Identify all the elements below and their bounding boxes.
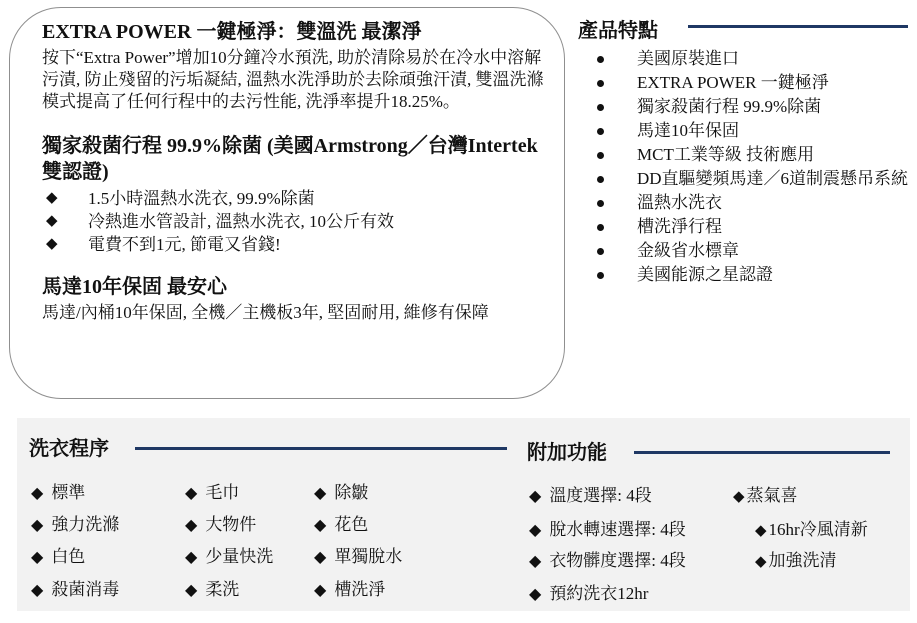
dot-bullet-icon [597, 152, 604, 159]
extra-item: ◆ 衣物髒度選擇: 4段 [529, 551, 686, 570]
program-item: ◆ 強力洗滌 [31, 515, 120, 534]
list-item: EXTRA POWER 一鍵極淨 [594, 71, 914, 95]
dot-bullet-icon [597, 104, 604, 111]
intro-title: EXTRA POWER 一鍵極淨：雙溫洗 最潔淨 [42, 21, 422, 43]
dot-bullet-icon [597, 56, 604, 63]
sanitize-title: 獨家殺菌行程 99.9%除菌 (美國Armstrong／台灣Intertek 雙認證) [42, 135, 538, 183]
diamond-bullet-icon: ◆ [755, 523, 767, 539]
diamond-bullet-icon: ◆ [529, 553, 542, 570]
list-item: 獨家殺菌行程 99.9%除菌 [594, 95, 914, 119]
extra-item: ◆ 預約洗衣12hr [529, 584, 649, 603]
list-item: 槽洗淨行程 [594, 215, 914, 239]
diamond-bullet-icon: ◆ [755, 554, 767, 570]
program-item: ◆ 花色 [314, 515, 369, 534]
list-item: 美國原裝進口 [594, 47, 914, 71]
features-list [594, 47, 914, 287]
program-item: ◆ 白色 [31, 547, 86, 566]
motor-title: 馬達10年保固 最安心 [42, 276, 227, 298]
diamond-bullet-icon: ◆ [314, 517, 327, 534]
program-item: ◆ 槽洗淨 [314, 580, 386, 599]
dot-bullet-icon [597, 248, 604, 255]
features-divider [688, 25, 908, 28]
extra-item: ◆ 溫度選擇: 4段 [529, 486, 652, 505]
diamond-bullet-icon: ◆ [46, 213, 58, 229]
dot-bullet-icon [597, 224, 604, 231]
list-item: ◆ 1.5小時溫熱水洗衣, 99.9%除菌 [46, 189, 315, 208]
program-item: ◆ 毛巾 [185, 483, 240, 502]
motor-body: 馬達/內桶10年保固, 全機／主機板3年, 堅固耐用, 維修有保障 [42, 303, 489, 322]
program-item: ◆ 殺菌消毒 [31, 580, 120, 599]
diamond-bullet-icon: ◆ [185, 582, 198, 599]
diamond-bullet-icon: ◆ [529, 586, 542, 603]
diamond-bullet-icon: ◆ [529, 488, 542, 505]
sanitize-list [42, 187, 546, 256]
program-item: ◆ 柔洗 [185, 580, 240, 599]
program-item: ◆ 除皺 [314, 483, 369, 502]
diamond-bullet-icon: ◆ [314, 582, 327, 599]
extra-item: ◆ 16hr冷風清新 [755, 520, 868, 539]
dot-bullet-icon [597, 272, 604, 279]
intro-card [9, 7, 565, 399]
diamond-bullet-icon: ◆ [314, 485, 327, 502]
diamond-bullet-icon: ◆ [31, 549, 44, 566]
list-item: ◆ 冷熱進水管設計, 溫熱水洗衣, 10公斤有效 [46, 212, 394, 231]
list-item: 美國能源之星認證 [594, 263, 914, 287]
features-title: 產品特點 [578, 20, 658, 42]
diamond-bullet-icon: ◆ [46, 236, 58, 252]
list-item: DD直驅變頻馬達／6道制震懸吊系統 [594, 167, 914, 191]
intro-body: 按下“Extra Power”增加10分鐘冷水預洗, 助於清除易於在冷水中溶解污漬, 防止殘留的污垢凝結, 溫熱水洗淨助於去除頑強汗漬, 雙溫洗滌模式提高了任何行程中的去污性能, 洗淨率提升18.25%。 [42, 48, 544, 111]
extras-title: 附加功能 [527, 442, 607, 464]
extras-divider [634, 451, 890, 454]
diamond-bullet-icon: ◆ [185, 549, 198, 566]
program-item: ◆ 少量快洗 [185, 547, 274, 566]
list-item: 金級省水標章 [594, 239, 914, 263]
diamond-bullet-icon: ◆ [31, 485, 44, 502]
dot-bullet-icon [597, 176, 604, 183]
programs-divider [135, 447, 507, 450]
dot-bullet-icon [597, 128, 604, 135]
diamond-bullet-icon: ◆ [314, 549, 327, 566]
list-item: MCT工業等級 技術應用 [594, 143, 914, 167]
diamond-bullet-icon: ◆ [185, 517, 198, 534]
program-item: ◆ 單獨脫水 [314, 547, 403, 566]
programs-title: 洗衣程序 [29, 438, 109, 460]
dot-bullet-icon [597, 80, 604, 87]
diamond-bullet-icon: ◆ [31, 517, 44, 534]
list-item: 溫熱水洗衣 [594, 191, 914, 215]
list-item: 馬達10年保固 [594, 119, 914, 143]
functions-panel [17, 418, 910, 611]
extra-item: ◆ 蒸氣喜 [733, 486, 798, 505]
diamond-bullet-icon: ◆ [529, 522, 542, 539]
program-item: ◆ 大物件 [185, 515, 257, 534]
extra-item: ◆ 加強洗清 [755, 551, 837, 570]
diamond-bullet-icon: ◆ [733, 489, 745, 505]
program-item: ◆ 標準 [31, 483, 86, 502]
diamond-bullet-icon: ◆ [31, 582, 44, 599]
diamond-bullet-icon: ◆ [46, 190, 58, 206]
diamond-bullet-icon: ◆ [185, 485, 198, 502]
dot-bullet-icon [597, 200, 604, 207]
list-item: ◆ 電費不到1元, 節電又省錢! [46, 235, 281, 254]
extra-item: ◆ 脫水轉速選擇: 4段 [529, 520, 686, 539]
